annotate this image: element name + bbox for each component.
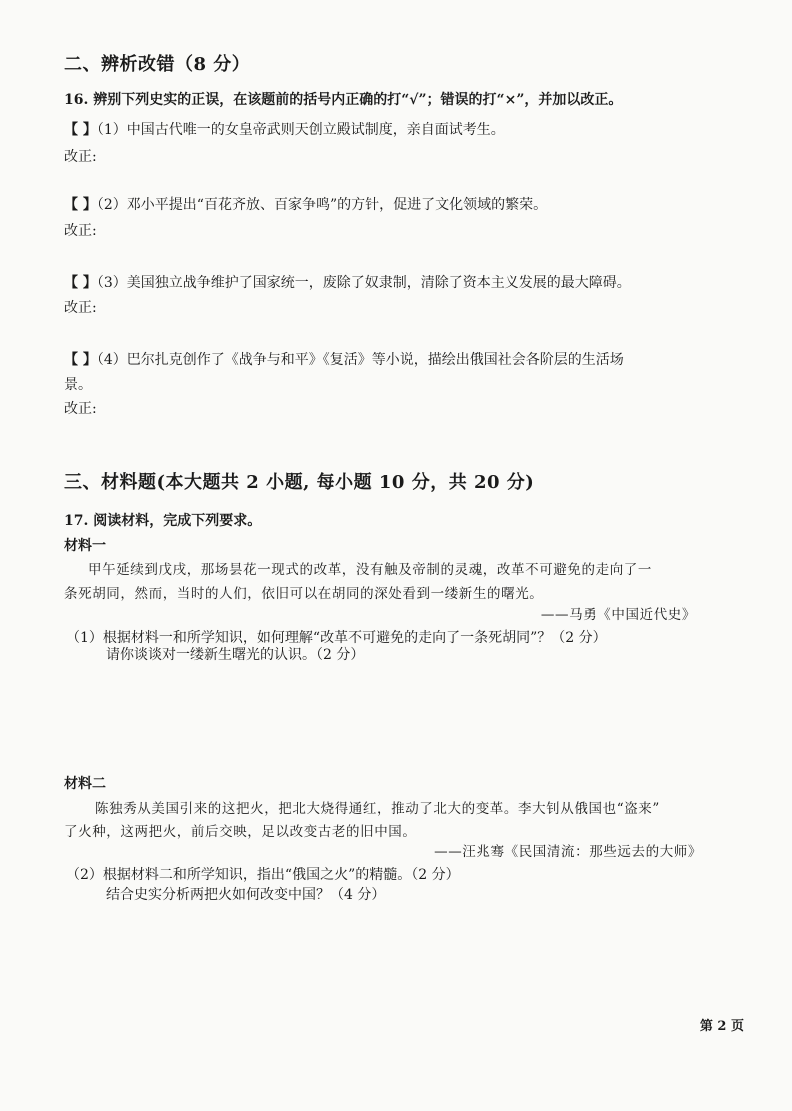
- answer-bracket[interactable]: 【 】: [64, 197, 97, 213]
- material-2-source: ——汪兆骞《民国清流：那些远去的大师》: [434, 844, 702, 860]
- item-4-text: （4）巴尔扎克创作了《战争与和平》《复活》等小说，描绘出俄国社会各阶层的生活场: [96, 352, 624, 368]
- subquestion-2-line-2: 结合史实分析两把火如何改变中国？（4 分）: [106, 887, 386, 903]
- material-2-label: 材料二: [64, 776, 106, 792]
- answer-bracket[interactable]: 【 】: [64, 275, 97, 291]
- item-3-correct-label: 改正:: [64, 300, 97, 316]
- material-1-line-2: 条死胡同，然而，当时的人们，依旧可以在胡同的深处看到一缕新生的曙光。: [64, 586, 544, 602]
- item-4-continuation: 景。: [64, 377, 92, 393]
- material-1-label: 材料一: [64, 538, 106, 554]
- question-17-instruction: 17. 阅读材料，完成下列要求。: [64, 513, 262, 529]
- subquestion-1-line-2: 请你谈谈对一缕新生曙光的认识。（2 分）: [106, 647, 365, 663]
- question-16-instruction: 16. 辨别下列史实的正误，在该题前的括号内正确的打“√”；错误的打“×”，并加以改正。: [64, 92, 623, 108]
- item-1-row: [64, 119, 505, 139]
- item-2-correct-label: 改正:: [64, 223, 97, 239]
- item-4-row: [64, 349, 624, 369]
- answer-bracket[interactable]: 【 】: [64, 122, 97, 138]
- subquestion-1-line-1: （1）根据材料一和所学知识，如何理解“改革不可避免的走向了一条死胡同”？（2 分）: [66, 630, 607, 646]
- item-2-text: （2）邓小平提出“百花齐放、百家争鸣”的方针，促进了文化领域的繁荣。: [96, 197, 548, 213]
- item-1-correct-label: 改正:: [64, 149, 97, 165]
- item-3-text: （3）美国独立战争维护了国家统一，废除了奴隶制，清除了资本主义发展的最大障碍。: [96, 275, 631, 291]
- section-3-heading: 三、材料题(本大题共 2 小题, 每小题 10 分，共 20 分): [64, 472, 535, 493]
- item-2-row: [64, 194, 547, 214]
- subquestion-2-line-1: （2）根据材料二和所学知识，指出“俄国之火”的精髓。（2 分）: [66, 867, 460, 883]
- section-2-heading: 二、辨析改错（8 分）: [64, 54, 251, 75]
- material-1-source: ——马勇《中国近代史》: [540, 607, 696, 623]
- material-1-line-1: 甲午延续到戊戌，那场昙花一现式的改革，没有触及帝制的灵魂，改革不可避免的走向了一: [88, 562, 652, 578]
- item-4-correct-label: 改正:: [64, 401, 97, 417]
- item-3-row: [64, 272, 631, 292]
- material-2-line-1: 陈独秀从美国引来的这把火，把北大烧得通红，推动了北大的变革。李大钊从俄国也“盗来”: [95, 801, 660, 817]
- answer-bracket[interactable]: 【 】: [64, 352, 97, 368]
- item-1-text: （1）中国古代唯一的女皇帝武则天创立殿试制度，亲自面试考生。: [96, 122, 505, 138]
- material-2-line-2: 了火种，这两把火，前后交映，足以改变古老的旧中国。: [64, 824, 417, 840]
- page-number: 第 2 页: [699, 1019, 744, 1034]
